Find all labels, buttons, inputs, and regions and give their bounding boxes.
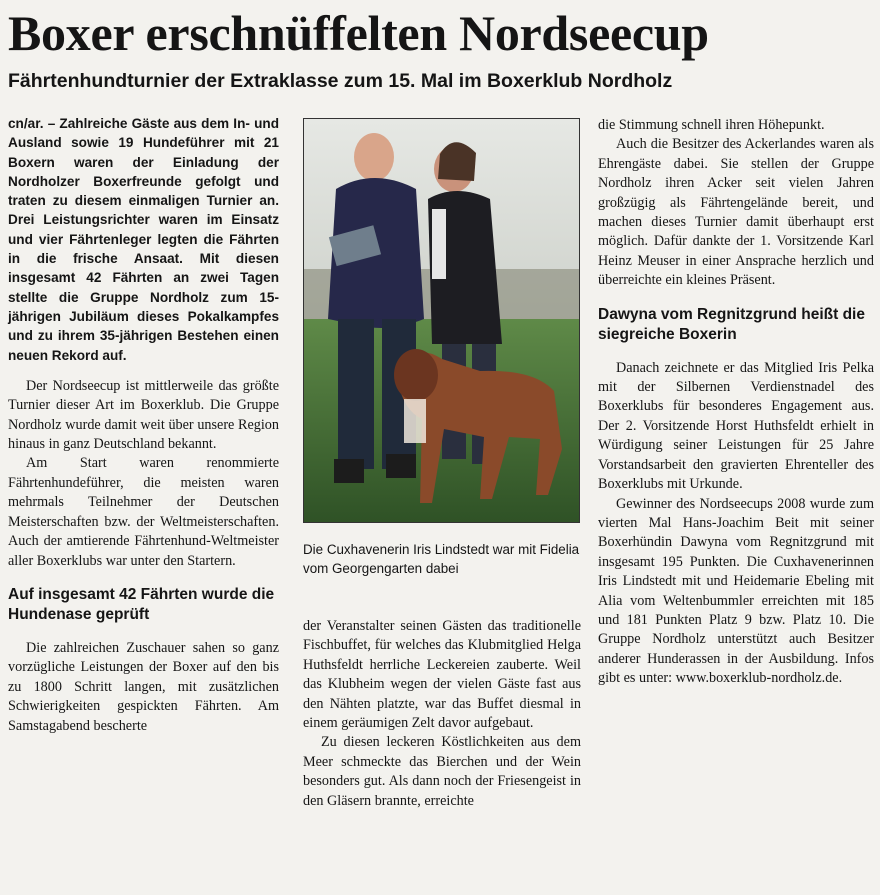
column-3 (598, 116, 874, 689)
body-paragraph: Der Nordseecup ist mittlerweile das größte Turnier dieser Art im Boxerklub. Die Gruppe Nordholz wurde damit weit über unsere Region hinaus in ganz Deutschland bekannt. (8, 377, 279, 453)
body-paragraph: Gewinner des Nordseecups 2008 wurde zum vierten Mal Hans-Joachim Beit mit seiner Boxerhündin Dawyna vom Regnitzgrund mit insgesamt 195 Punkten. Die Cuxhavenerinnen Iris Lindstedt mit und Heidemarie Ebeling mit Alia vom Weltenbummler erreichten mit 185 und 181 Punkten Platz 9 bzw. Platz 10. Die Gruppe Nordholz unterstützt auch Besitzer anderer Hunderassen in der Ausbildung. Infos gibt es unter: www.boxerklub-nordholz.de. (598, 495, 874, 687)
lead-paragraph: cn/ar. – Zahlreiche Gäste aus dem In- und Ausland sowie 19 Hundeführer mit 21 Boxern waren der Einladung der Nordholzer Boxerfreunde gefolgt und traten zu diesem einmaligen Turnier an. Drei Leistungsrichter waren im Einsatz und vier Fährtenleger legten die Fährten in die frische Ansaat. Mit diesen insgesamt 42 Fährten an zwei Tagen stellte die Gruppe Nordholz zum 15-jährigen Jubiläum dieses Pokalkampfes und zu ihrem 35-jährigen Bestehen einen neuen Rekord auf. (8, 116, 279, 363)
section-subtitle-1: Auf insgesamt 42 Fährten wurde die Hundenase geprüft (8, 585, 275, 623)
body-paragraph: Zu diesen leckeren Köstlichkeiten aus dem Meer schmeckte das Bierchen und der Wein besonders gut. Als dann noch der Friesengeist in den Gläsern brannte, erreichte (303, 734, 581, 809)
body-paragraph: der Veranstalter seinen Gästen das traditionelle Fischbuffet, für welches das Klubmitglied Helga Huthsfeldt herrliche Leckereien zauberte. Weil das Klubheim wegen der vielen Gäste fast aus den Nähten platzte, war das Buffet diesmal in einem geräumigen Zelt davor aufgebaut. (303, 618, 581, 732)
photo-caption: Die Cuxhavenerin Iris Lindstedt war mit Fidelia vom Georgengarten dabei (303, 542, 580, 576)
column-2 (303, 617, 581, 811)
body-paragraph: die Stimmung schnell ihren Höhepunkt. (598, 117, 825, 133)
section-subtitle-2: Dawyna vom Regnitzgrund heißt die siegreiche Boxerin (598, 305, 865, 343)
body-paragraph: Die zahlreichen Zuschauer sahen so ganz vorzügliche Leistungen der Boxer auf den bis zu 1800 Schritt langen, mit zusätzlichen Schwierigkeiten gespickten Fährten. Am Samstagabend bescherte (8, 639, 279, 734)
news-photo (303, 118, 580, 523)
headline: Boxer erschnüffelten Nordseecup (8, 5, 709, 61)
photo-illustration (304, 119, 579, 522)
body-paragraph: Am Start waren renommierte Fährtenhundeführer, die meisten waren mehrmals Teilnehmer der Deutschen Meisterschaften bzw. der Weltmeisterschaften. Auch der amtierende Fährtenhund-Weltmeister aller Boxerklubs war unter den Startern. (8, 455, 279, 569)
body-paragraph: Auch die Besitzer des Ackerlandes waren als Ehrengäste dabei. Sie stellen der Gruppe Nordholz ihren Acker seit vielen Jahren großzügig als Fährtengelände bereit, und machen dieses Turnier damit überhaupt erst möglich. Dafür dankte der 1. Vorsitzende Karl Heinz Meuser in einer Ansprache herzlich und überreichte ein kleines Präsent. (598, 136, 874, 289)
body-paragraph: Danach zeichnete er das Mitglied Iris Pelka mit der Silbernen Verdienstnadel des Boxerklubs für besonderes Engagement aus. Der 2. Vorsitzende Horst Huthsfeldt erhielt in Würdigung seiner Leistungen für 25 Jahre Vorstandsarbeit den gravierten Ehrenteller des Boxerklubs mit Urkunde. (598, 359, 874, 493)
column-1 (8, 114, 279, 736)
subheadline: Fährtenhundturnier der Extraklasse zum 15. Mal im Boxerklub Nordholz (8, 70, 673, 92)
